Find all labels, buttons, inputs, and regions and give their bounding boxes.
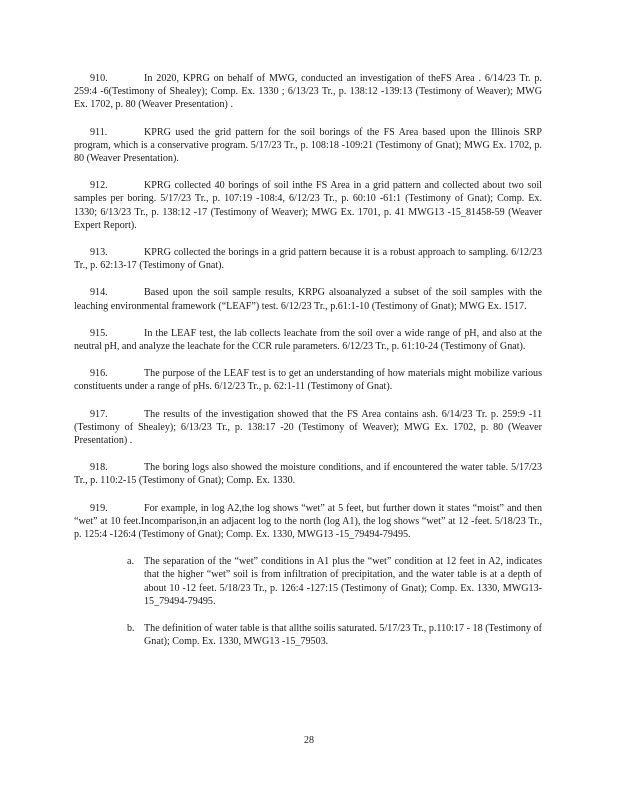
paragraph-918	[74, 461, 542, 487]
paragraph-text: KPRG used the grid pattern for the soil borings of the FS Area based upon the Illinois SRP program, which is a conservative program. 5/17/23 Tr., p. 108:18 -109:21 (Testimony of Gnat); MWG Ex. 1702, p. 80 (Weaver Presentation).	[74, 126, 542, 165]
paragraph-number: 917.	[90, 408, 108, 420]
paragraph-912	[74, 179, 542, 232]
subparagraph-label: a.	[127, 556, 135, 568]
paragraph-number: 916.	[90, 368, 108, 380]
paragraph-number: 912.	[90, 180, 108, 192]
paragraph-text: The boring logs also showed the moisture conditions, and if encountered the water table. 5/17/23 Tr., p. 110:2-15 (Testimony of Gnat); Comp. Ex. 1330.	[74, 462, 542, 487]
paragraph-text: For example, in log A2,the log shows “wet” at 5 feet, but further down it states “moist” and then “wet” at 10 feet.Incomparison,in an adjacent log to the north (log A1), the log shows “wet” at 12 -feet. 5/18/23 Tr., p. 125:4 -126:4 (Testimony of Gnat); Comp. Ex. 1330, MWG13 -15_79494-79495.	[74, 502, 542, 541]
paragraph-916	[74, 367, 542, 393]
paragraph-number: 913.	[90, 247, 108, 259]
paragraph-text: KPRG collected the borings in a grid pattern because it is a robust approach to sampling. 6/12/23 Tr., p. 62:13-17 (Testimony of Gnat).	[74, 247, 542, 272]
paragraph-text: Based upon the soil sample results, KRPG alsoanalyzed a subset of the soil samples with the leaching environmental framework (“LEAF”) test. 6/12/23 Tr., p.61:1-10 (Testimony of Gnat); MWG Ex. 1517.	[74, 287, 542, 312]
paragraph-text: In 2020, KPRG on behalf of MWG, conducted an investigation of theFS Area . 6/14/23 Tr. p. 259:4 -6(Testimony of Shealey); Comp. Ex. 1330 ; 6/13/23 Tr., p. 138:12 -139:13 (Testimony of Weaver); MWG Ex. 1702, p. 80 (Weaver Presentation) .	[74, 73, 542, 111]
paragraph-910	[74, 72, 542, 112]
page-number: 28	[304, 735, 314, 746]
paragraph-919	[74, 502, 542, 542]
subparagraph-text: The separation of the “wet” conditions in A1 plus the “wet” condition at 12 feet in A2, indicates that the higher “wet” soil is from infiltration of precipitation, and the water table is at a depth of about 10 -12 feet. 5/18/23 Tr., p. 126:4 -127:15 (Testimony of Gnat); Comp. Ex. 1330, MWG13-15_79494-79495.	[144, 556, 542, 607]
paragraph-text: The purpose of the LEAF test is to get an understanding of how materials might mobilize various constituents under a range of pHs. 6/12/23 Tr., p. 62:1-11 (Testimony of Gnat).	[74, 368, 542, 393]
paragraph-text: The results of the investigation showed that the FS Area contains ash. 6/14/23 Tr. p. 259:9 -11 (Testimony of Shealey); 6/13/23 Tr., p. 138:17 -20 (Testimony of Weaver); MWG Ex. 1702, p. 80 (Weaver Presentation) .	[74, 408, 542, 447]
paragraph-914	[74, 286, 542, 312]
paragraph-number: 914.	[90, 287, 108, 299]
page-body	[74, 72, 542, 663]
paragraph-915	[74, 327, 542, 353]
paragraph-911	[74, 126, 542, 166]
subparagraph-text: The definition of water table is that allthe soilis saturated. 5/17/23 Tr., p.110:17 - 18 (Testimony of Gnat); Comp. Ex. 1330, MWG13 -15_79503.	[144, 623, 542, 648]
paragraph-913	[74, 246, 542, 272]
paragraph-number: 918.	[90, 462, 108, 474]
paragraph-number: 911.	[90, 126, 108, 138]
paragraph-number: 915.	[90, 327, 108, 339]
paragraph-number: 910.	[90, 73, 108, 84]
paragraph-text: KPRG collected 40 borings of soil inthe FS Area in a grid pattern and collected about two soil samples per boring. 5/17/23 Tr., p. 107:19 -108:4, 6/12/23 Tr., p. 60:10 -61:1 (Testimony of Gnat); Comp. Ex. 1330; 6/13/23 Tr., p. 138:12 -17 (Testimony of Weaver); MWG Ex. 1701, p. 41 MWG13 -15_81458-59 (Weaver Expert Report).	[74, 180, 542, 231]
subparagraph-a	[127, 555, 542, 608]
paragraph-917	[74, 408, 542, 448]
subparagraph-b	[127, 622, 542, 648]
paragraph-number: 919.	[90, 502, 108, 514]
paragraph-text: In the LEAF test, the lab collects leachate from the soil over a wide range of pH, and also at the neutral pH, and analyze the leachate for the CCR rule parameters. 6/12/23 Tr., p. 61:10-24 (Testimony of Gnat).	[74, 327, 542, 353]
subparagraph-label: b.	[127, 623, 135, 635]
